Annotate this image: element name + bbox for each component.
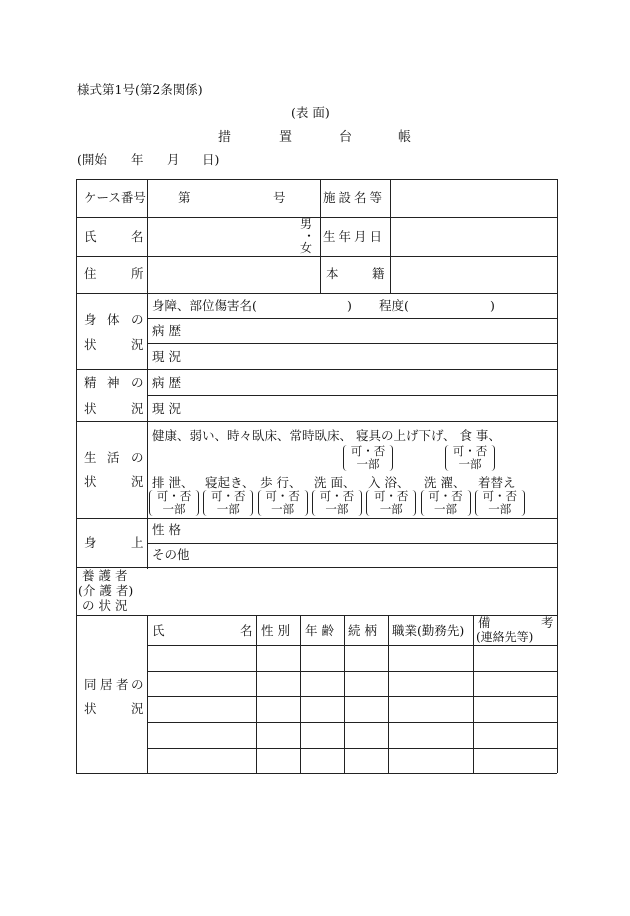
guardian-line-2: (介 護 者) xyxy=(78,583,134,598)
table-cell[interactable] xyxy=(390,724,471,745)
table-cell[interactable] xyxy=(475,673,555,694)
table-cell[interactable] xyxy=(302,647,342,668)
activity-label: 歩 行、 xyxy=(260,475,302,490)
case-dai-label: 第 xyxy=(178,190,191,205)
title-char-4: 帳 xyxy=(398,130,412,145)
activity-label: 寝起き、 xyxy=(205,475,255,490)
name-label-a: 氏 xyxy=(84,229,97,244)
activity-label: 着替え xyxy=(478,475,516,490)
activity-bracket-partial: 一部 xyxy=(434,502,457,516)
address-field[interactable] xyxy=(150,259,315,290)
mental-label-2: 神 xyxy=(107,375,120,390)
case-number-field[interactable] xyxy=(150,182,315,215)
table-cell[interactable] xyxy=(149,750,254,771)
activity-bracket[interactable] xyxy=(149,490,199,516)
table-cell[interactable] xyxy=(149,647,254,668)
activity-bracket[interactable] xyxy=(258,490,308,516)
table-cell[interactable] xyxy=(390,673,471,694)
body-label-3: の xyxy=(131,312,144,327)
cohab-label-2: 居 xyxy=(100,677,113,692)
activity-bracket[interactable] xyxy=(366,490,416,516)
address-label-a: 住 xyxy=(84,266,97,281)
birthdate-label: 生年月日 xyxy=(323,229,386,244)
table-cell[interactable] xyxy=(390,647,471,668)
mental-current-label: 現 況 xyxy=(152,401,181,416)
table-cell[interactable] xyxy=(258,647,298,668)
form-number: 様式第1号(第2条関係) xyxy=(77,82,203,97)
activity-bracket[interactable] xyxy=(475,490,525,516)
body-label-1: 身 xyxy=(84,312,97,327)
degree-close: ) xyxy=(490,298,495,313)
activity-bracket-yes-no: 可・否 xyxy=(265,489,300,503)
col-header-note-a: 備 xyxy=(478,615,491,630)
bedding-bracket-partial: 一部 xyxy=(356,457,380,471)
table-cell[interactable] xyxy=(346,750,386,771)
col-header-note-sub: (連絡先等) xyxy=(476,630,534,644)
life-label-1: 生 xyxy=(84,450,97,465)
table-cell[interactable] xyxy=(302,750,342,771)
guardian-line-1: 養 護 者 xyxy=(82,568,128,583)
personal-label-b: 上 xyxy=(131,535,144,550)
disability-label: 身障、部位傷害名( xyxy=(152,298,257,313)
sex-dot: ・ xyxy=(303,229,316,243)
title-char-2: 置 xyxy=(279,130,293,145)
character-label: 性 格 xyxy=(152,522,181,537)
activity-label: 洗 濯、 xyxy=(424,475,466,490)
personal-label-a: 身 xyxy=(84,535,97,550)
start-day-label: 日) xyxy=(202,152,220,167)
start-month-label: 月 xyxy=(167,152,180,167)
activity-bracket-partial: 一部 xyxy=(488,502,512,516)
table-cell[interactable] xyxy=(149,724,254,745)
domicile-label-a: 本 xyxy=(326,266,339,281)
cohab-label-6: 況 xyxy=(131,701,144,716)
facility-field[interactable] xyxy=(393,182,553,215)
life-conditions-line: 健康、弱い、時々臥床、常時臥床、 寝具の上げ下げ、 食 事、 xyxy=(152,428,501,443)
life-label-3: の xyxy=(131,450,144,465)
facility-label: 施設名等 xyxy=(323,190,386,205)
case-number-label: ケース番号 xyxy=(84,190,146,205)
bedding-bracket[interactable] xyxy=(343,445,393,471)
guardian-line-3: の 状 況 xyxy=(82,598,128,613)
table-cell[interactable] xyxy=(258,673,298,694)
table-cell[interactable] xyxy=(346,698,386,719)
table-cell[interactable] xyxy=(475,698,555,719)
activity-bracket-yes-no: 可・否 xyxy=(482,489,518,503)
guardian-field[interactable] xyxy=(150,570,553,612)
col-header-sex: 性 別 xyxy=(261,623,290,638)
table-cell[interactable] xyxy=(258,724,298,745)
col-header-relation: 続 柄 xyxy=(348,623,377,638)
address-label-b: 所 xyxy=(131,266,144,281)
body-label-5: 況 xyxy=(131,337,144,352)
cohab-label-5: 状 xyxy=(84,701,97,716)
other-label: その他 xyxy=(152,547,190,562)
activity-label: 排 泄、 xyxy=(152,475,194,490)
name-label-b: 名 xyxy=(131,229,144,244)
domicile-label-b: 籍 xyxy=(372,266,385,281)
meal-bracket-partial: 一部 xyxy=(458,457,482,471)
activity-bracket[interactable] xyxy=(203,490,253,516)
table-cell[interactable] xyxy=(475,647,555,668)
table-cell[interactable] xyxy=(302,724,342,745)
meal-bracket[interactable] xyxy=(445,445,495,471)
life-label-2: 活 xyxy=(107,450,120,465)
domicile-field[interactable] xyxy=(393,259,553,290)
activity-bracket-partial: 一部 xyxy=(162,502,186,516)
table-cell[interactable] xyxy=(258,750,298,771)
degree-label: 程度( xyxy=(379,298,409,313)
table-cell[interactable] xyxy=(149,673,254,694)
cohab-label-4: の xyxy=(131,677,144,692)
disability-close: ) xyxy=(347,298,352,313)
mental-label-3: の xyxy=(131,375,144,390)
side-indicator: (表 面) xyxy=(291,105,330,120)
activity-bracket-partial: 一部 xyxy=(379,502,403,516)
sex-male[interactable]: 男 xyxy=(300,217,313,231)
table-cell[interactable] xyxy=(390,750,471,771)
table-cell[interactable] xyxy=(390,698,471,719)
activity-bracket-yes-no: 可・否 xyxy=(373,489,409,503)
table-cell[interactable] xyxy=(302,673,342,694)
activity-bracket-partial: 一部 xyxy=(325,502,349,516)
activity-bracket[interactable] xyxy=(312,490,362,516)
activity-label: 洗 面、 xyxy=(314,475,356,490)
table-cell[interactable] xyxy=(302,698,342,719)
activity-bracket[interactable] xyxy=(421,490,471,516)
table-cell[interactable] xyxy=(346,673,386,694)
life-label-5: 況 xyxy=(131,474,144,489)
activity-bracket-partial: 一部 xyxy=(271,502,295,516)
title-char-3: 台 xyxy=(339,130,353,145)
mental-label-5: 況 xyxy=(131,401,144,416)
mental-label-1: 精 xyxy=(84,375,97,390)
body-label-2: 体 xyxy=(107,312,120,327)
sex-female[interactable]: 女 xyxy=(300,241,313,255)
activity-bracket-partial: 一部 xyxy=(216,502,240,516)
case-go-label: 号 xyxy=(273,190,286,205)
name-field[interactable] xyxy=(150,220,295,253)
activity-bracket-yes-no: 可・否 xyxy=(428,489,463,503)
meal-bracket-yes-no: 可・否 xyxy=(452,444,488,458)
activity-bracket-yes-no: 可・否 xyxy=(319,489,355,503)
col-header-note-b: 考 xyxy=(541,615,554,630)
start-open: (開始 xyxy=(77,152,107,167)
life-label-4: 状 xyxy=(84,474,97,489)
start-year-label: 年 xyxy=(131,152,144,167)
table-cell[interactable] xyxy=(346,724,386,745)
mental-label-4: 状 xyxy=(84,401,97,416)
col-header-name-a: 氏 xyxy=(152,623,165,638)
activity-bracket-yes-no: 可・否 xyxy=(211,489,246,503)
activity-label: 入 浴、 xyxy=(368,475,410,490)
table-cell[interactable] xyxy=(258,698,298,719)
table-cell[interactable] xyxy=(475,750,555,771)
cohab-label-3: 者 xyxy=(116,677,129,692)
activity-bracket-yes-no: 可・否 xyxy=(156,489,192,503)
bedding-bracket-yes-no: 可・否 xyxy=(350,444,386,458)
cohab-label-1: 同 xyxy=(84,677,97,692)
col-header-age: 年 齢 xyxy=(305,623,334,638)
body-history-label: 病 歴 xyxy=(152,323,181,338)
mental-history-label: 病 歴 xyxy=(152,375,181,390)
col-header-name-b: 名 xyxy=(240,623,253,638)
body-current-label: 現 況 xyxy=(152,349,181,364)
title-char-1: 措 xyxy=(218,130,232,145)
birthdate-field[interactable] xyxy=(393,220,553,253)
table-cell[interactable] xyxy=(346,647,386,668)
body-label-4: 状 xyxy=(84,337,97,352)
col-header-job: 職業(勤務先) xyxy=(392,623,465,638)
table-cell[interactable] xyxy=(475,724,555,745)
table-cell[interactable] xyxy=(149,698,254,719)
